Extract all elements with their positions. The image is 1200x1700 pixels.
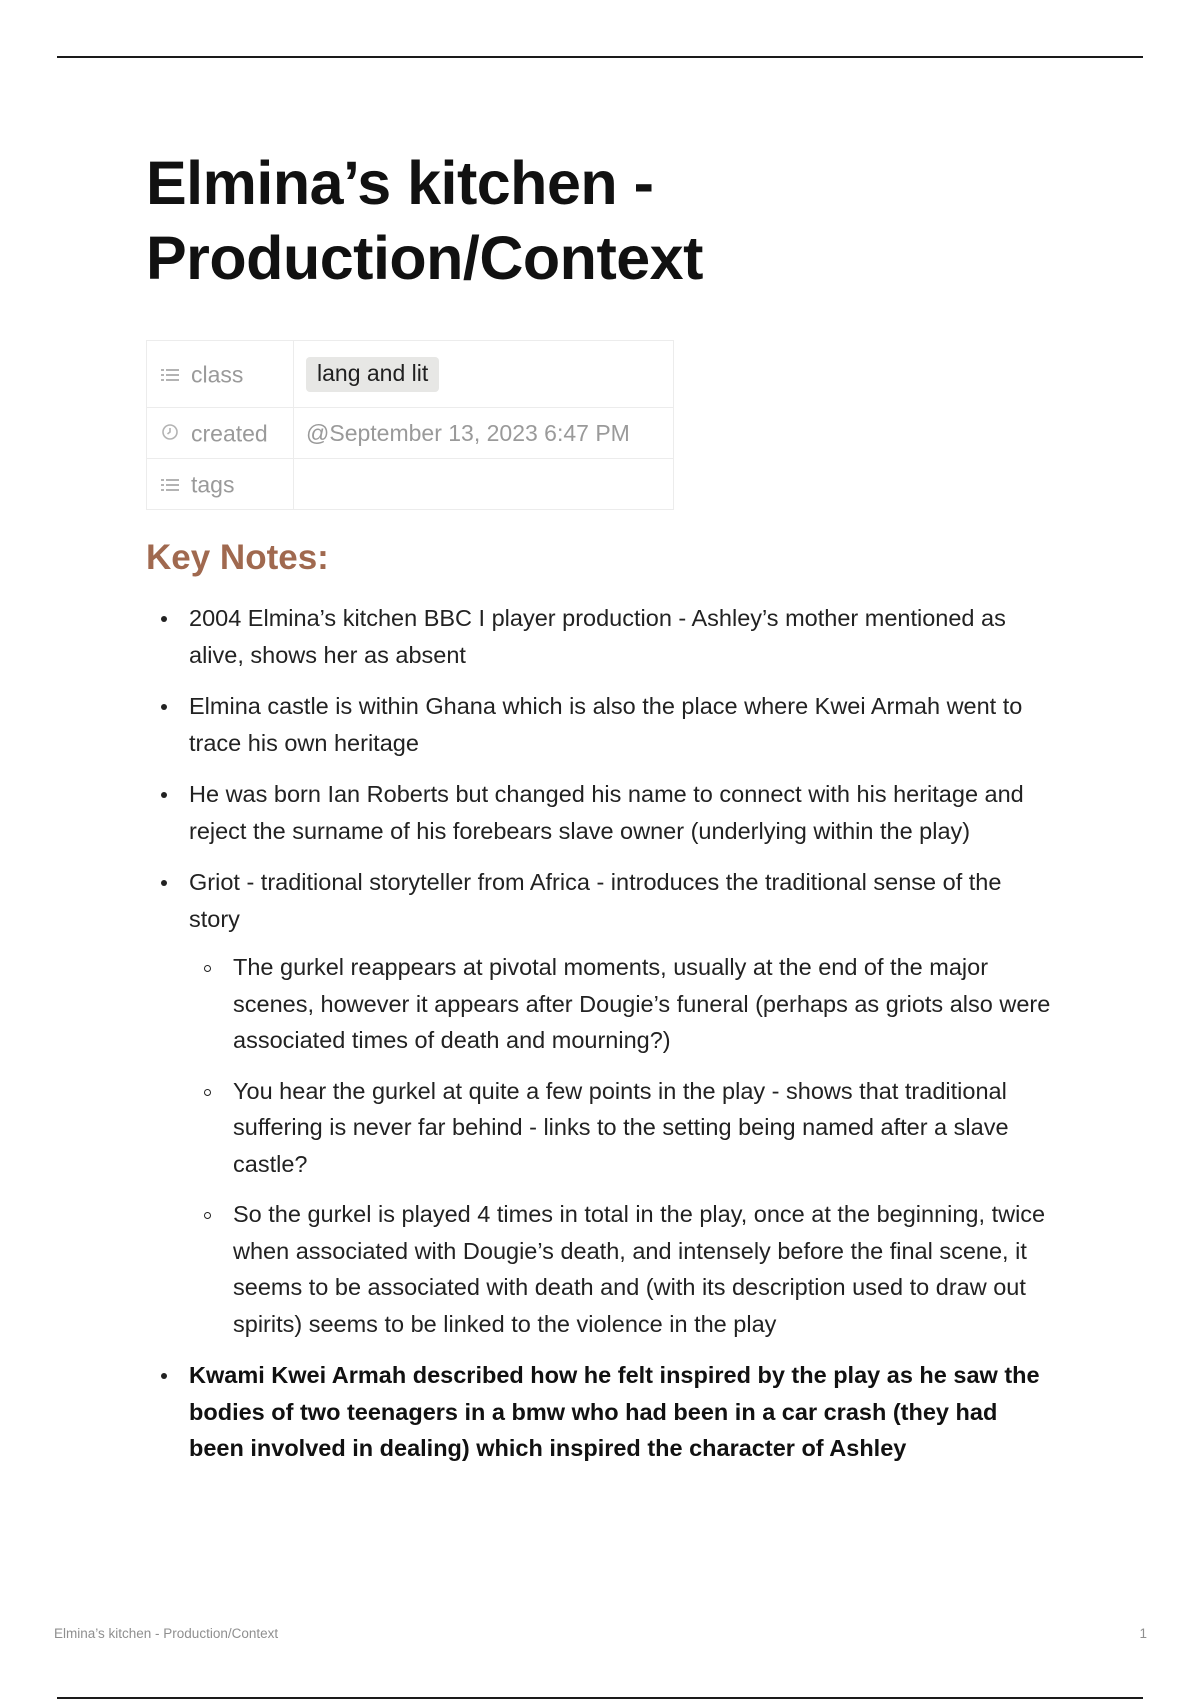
griot-sub-list [189, 949, 1056, 1342]
list-item: 2004 Elmina’s kitchen BBC I player production - Ashley’s mother mentioned as alive, shows her as absent [146, 600, 1056, 673]
page-title: Elmina’s kitchen - Production/Context [146, 149, 703, 292]
footer-title: Elmina’s kitchen - Production/Context [54, 1626, 279, 1641]
list-icon [159, 471, 181, 498]
tags-value[interactable] [294, 459, 674, 510]
sub-list-item: You hear the gurkel at quite a few points in the play - shows that traditional suffering is never far behind - links to the setting being named after a slave castle? [189, 1073, 1056, 1183]
list-item: Kwami Kwei Armah described how he felt inspired by the play as he saw the bodies of two teenagers in a bmw who had been in a car crash (they had been involved in dealing) which inspired the character of Ashley [146, 1357, 1056, 1467]
sub-list-item: The gurkel reappears at pivotal moments, usually at the end of the major scenes, however it appears after Dougie’s funeral (perhaps as griots also were associated times of death and mourning?) [189, 949, 1056, 1059]
top-rule [57, 56, 1143, 58]
clock-icon [159, 420, 181, 447]
key-notes-heading: Key Notes: [146, 538, 329, 577]
created-value: @September 13, 2023 6:47 PM [294, 408, 674, 459]
page-number: 1 [1139, 1626, 1147, 1641]
properties-table [146, 340, 674, 510]
list-item: He was born Ian Roberts but changed his name to connect with his heritage and reject the surname of his forebears slave owner (underlying within the play) [146, 776, 1056, 849]
list-item: Elmina castle is within Ghana which is also the place where Kwei Armah went to trace his own heritage [146, 688, 1056, 761]
property-label-created: created [191, 420, 268, 447]
property-label-class: class [191, 361, 244, 388]
property-row-tags [147, 459, 674, 510]
sub-list-item: So the gurkel is played 4 times in total in the play, once at the beginning, twice when associated with Dougie’s death, and intensely before the final scene, it seems to be associated with death and (with its description used to draw out spirits) seems to be linked to the violence in the play [189, 1196, 1056, 1342]
key-notes-list [146, 600, 1056, 1482]
list-icon [159, 361, 181, 388]
list-item: Griot - traditional storyteller from Africa - introduces the traditional sense of the story The gurkel reappears at pivotal moments, usually at the end of the major scenes, however it appears after Dougie’s funeral (perhaps as griots also were associated times of death and mourning?) You hear the gurkel at quite a few points in the play - shows that traditional suffering is never far behind - links to the setting being named after a slave castle? So the gurkel is played 4 times in total in the play, once at the beginning, twice when associated with Dougie’s death, and intensely before the final scene, it seems to be associated with death and (with its description used to draw out spirits) seems to be linked to the violence in the play [146, 864, 1056, 1342]
bottom-rule [57, 1697, 1143, 1699]
property-row-created [147, 408, 674, 459]
property-label-tags: tags [191, 471, 235, 498]
property-row-class [147, 341, 674, 408]
class-tag-chip[interactable]: lang and lit [306, 357, 439, 392]
